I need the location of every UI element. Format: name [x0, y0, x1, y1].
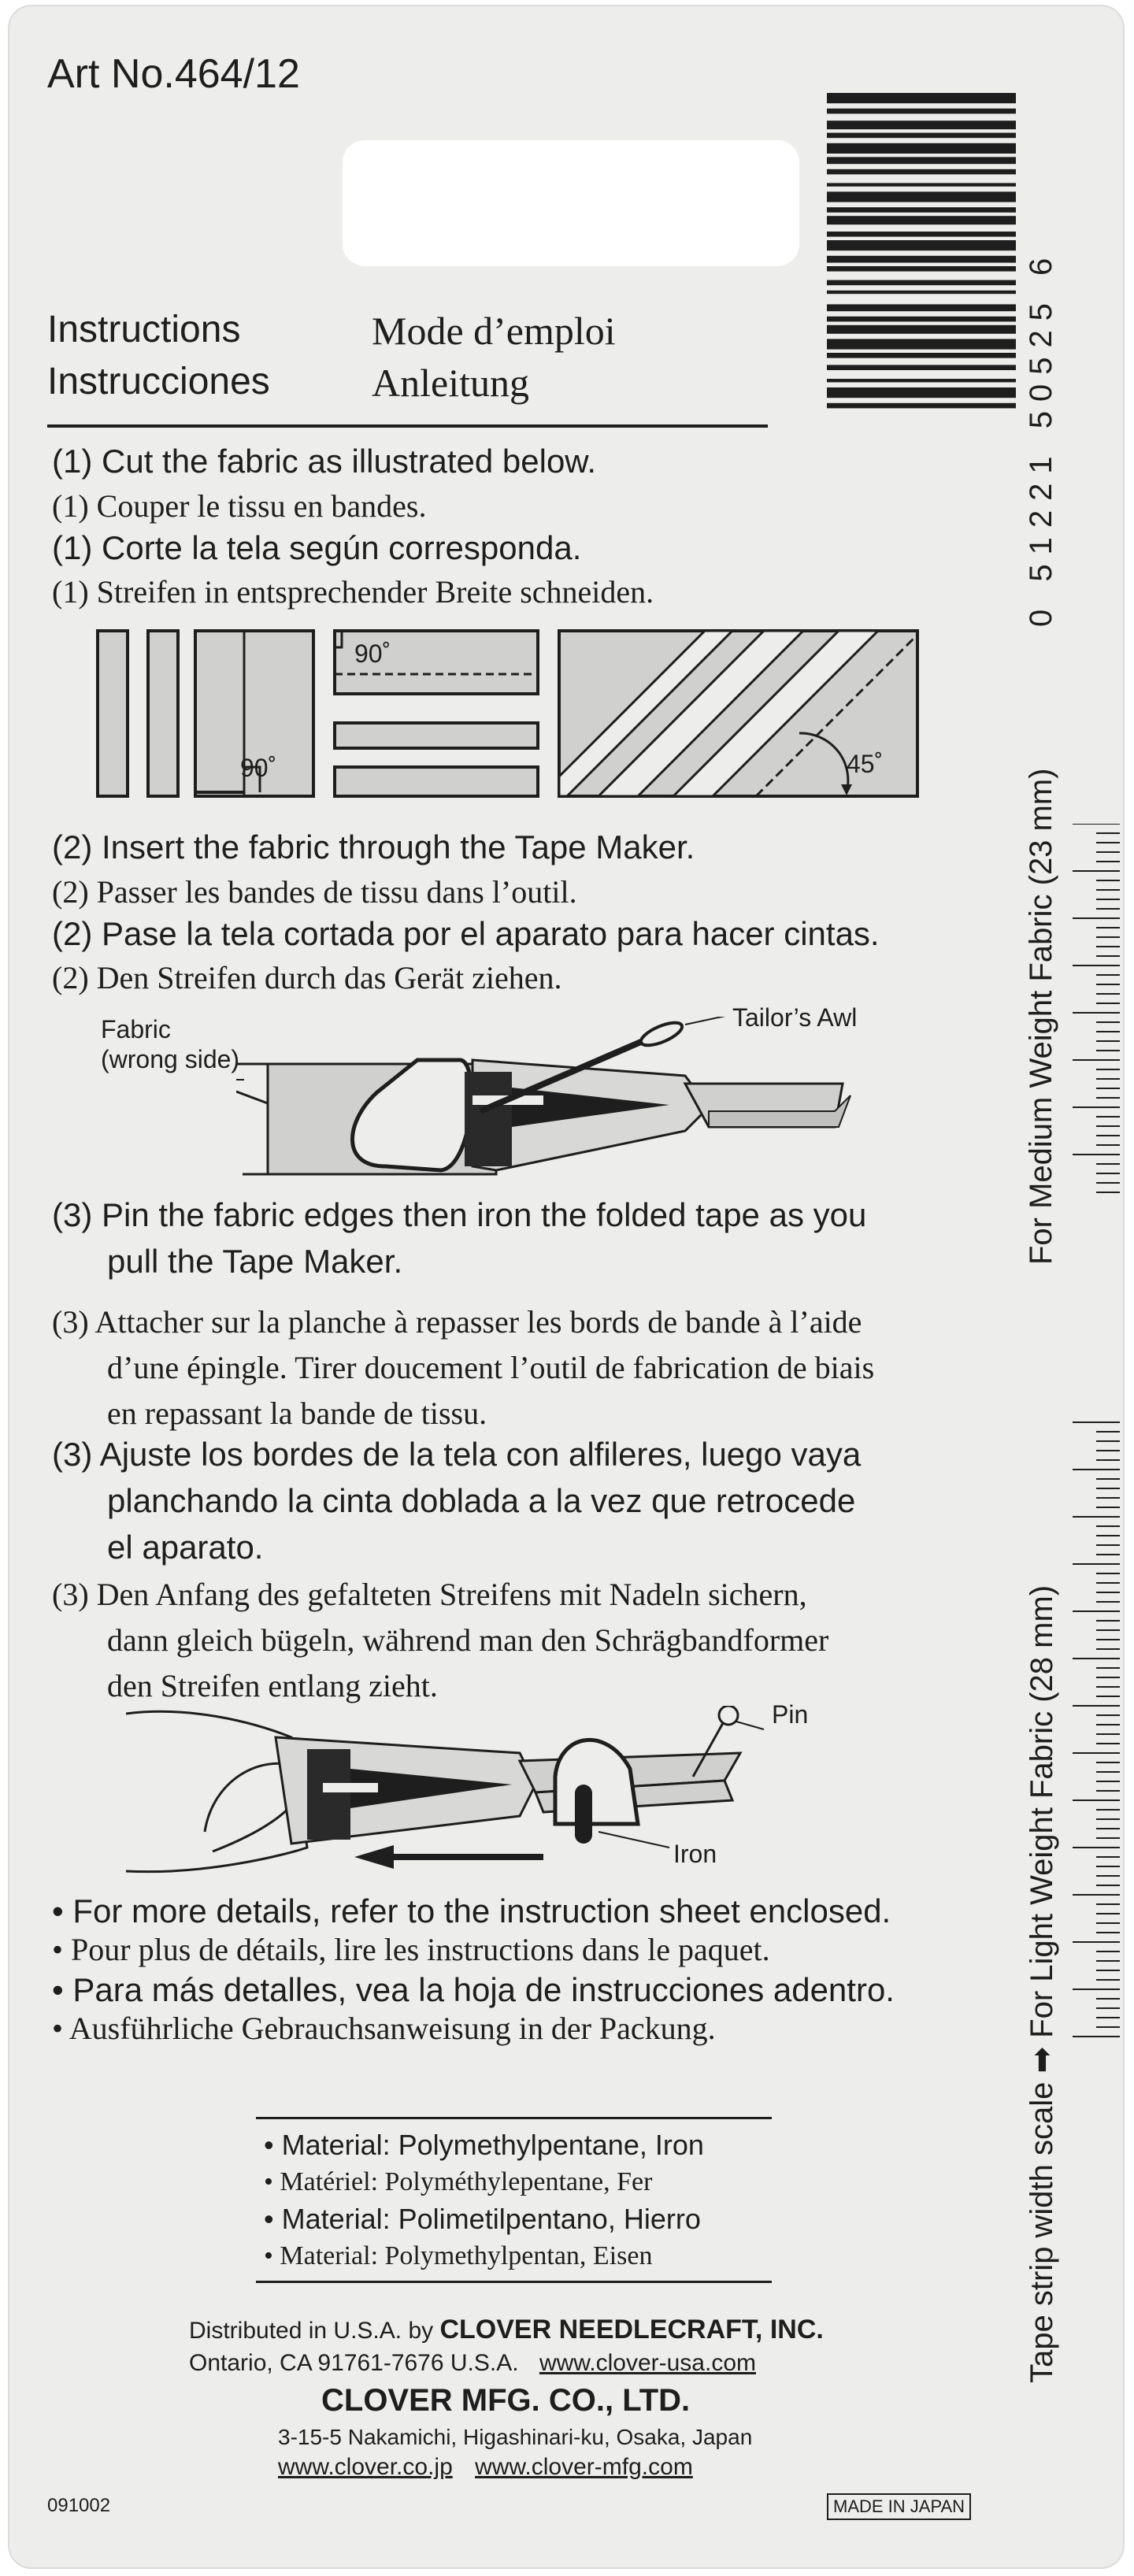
iron-label: Iron [673, 1840, 717, 1868]
details-fr: • Pour plus de détails, lire les instructions dans le paquet. [52, 1932, 770, 1967]
pull-direction-arrow [354, 1845, 543, 1869]
step2-fr: (2) Passer les bandes de tissu dans l’outil. [52, 874, 577, 910]
angle-90-bottom: 90˚ [240, 754, 277, 782]
company-jp: CLOVER MFG. CO., LTD. [321, 2383, 691, 2418]
title-fr: Mode d’emploi [372, 309, 616, 353]
material-list [264, 2131, 704, 2270]
cutting-diagram [94, 627, 921, 804]
url-us-link[interactable]: www.clover-usa.com [539, 2350, 757, 2376]
step3-de: (3) Den Anfang des gefalteten Streifens mit Nadeln sichern, dann gleich bügeln, während man den Schrägbandformer den Streifen entlang zieht. [52, 1577, 829, 1703]
url-jp-line [278, 2454, 693, 2481]
details-es: • Para más detalles, vea la hoja de instrucciones adentro. [52, 1971, 895, 2008]
title-es: Instrucciones [47, 361, 270, 402]
step2-de: (2) Den Streifen durch das Gerät ziehen. [52, 960, 562, 995]
distributor-line: Distributed in U.S.A. by CLOVER NEEDLECRAFT, INC. [189, 2315, 824, 2344]
ruler-light-label: Tape strip width scale ➡ For Light Weight Fabric (28 mm) [1025, 1585, 1059, 2383]
material-de: • Material: Polymethylpentan, Eisen [264, 2241, 653, 2270]
step1-de: (1) Streifen in entsprechender Breite schneiden. [52, 574, 654, 610]
title-divider [47, 424, 768, 428]
package-card [8, 5, 1125, 2569]
insert-fabric-illustration [236, 1017, 866, 1186]
title-de: Anleitung [372, 361, 529, 405]
barcode [827, 93, 1055, 573]
art-number: Art No.464/12 [47, 51, 300, 97]
angle-45: 45˚ [847, 750, 884, 778]
product-code: 091002 [47, 2495, 111, 2516]
made-in-japan-badge: MADE IN JAPAN [827, 2493, 971, 2520]
material-bottom-rule [256, 2281, 772, 2283]
details-de: • Ausführliche Gebrauchsanweisung in der Packung. [52, 2011, 716, 2046]
step2-es: (2) Pase la tela cortada por el aparato para hacer cintas. [52, 915, 880, 952]
step1-fr: (1) Couper le tissu en bandes. [52, 488, 427, 524]
details-list [52, 1892, 895, 2046]
material-fr: • Matériel: Polyméthylepentane, Fer [264, 2167, 653, 2196]
material-top-rule [256, 2117, 772, 2119]
url-jp2-link[interactable]: www.clover-mfg.com [475, 2454, 693, 2480]
details-en: • For more details, refer to the instruction sheet enclosed. [52, 1892, 891, 1929]
title-en: Instructions [47, 309, 241, 350]
company-us: CLOVER NEEDLECRAFT, INC. [439, 2315, 824, 2344]
step3-es: (3) Ajuste los bordes de la tela con alfileres, luego vaya planchando la cinta doblada a la vez que retrocede el aparato. [52, 1436, 862, 1566]
material-en: • Material: Polymethylpentane, Iron [264, 2129, 704, 2161]
barcode-number: 0 51221 50525 6 [1024, 248, 1058, 627]
angle-90-top: 90˚ [354, 639, 391, 668]
tailors-awl-label: Tailor’s Awl [732, 1003, 858, 1032]
fabric-label: Fabric (wrong side) [101, 1015, 240, 1074]
material-es: • Material: Polimetilpentano, Hierro [264, 2203, 701, 2235]
pin-label: Pin [772, 1700, 809, 1729]
step3-en: (3) Pin the fabric edges then iron the folded tape as you pull the Tape Maker. [52, 1196, 867, 1280]
url-jp1-link[interactable]: www.clover.co.jp [278, 2454, 453, 2480]
step2-en: (2) Insert the fabric through the Tape Maker. [52, 828, 695, 865]
ruler-medium-label: For Medium Weight Fabric (23 mm) [1024, 768, 1058, 1265]
step1-es: (1) Corte la tela según corresponda. [52, 529, 582, 566]
address-us-line: Ontario, CA 91761-7676 U.S.A. www.clover-usa.com [189, 2350, 757, 2376]
step1-en: (1) Cut the fabric as illustrated below. [52, 443, 596, 480]
address-jp: 3-15-5 Nakamichi, Higashinari-ku, Osaka, Japan [278, 2425, 753, 2449]
step3-fr: (3) Attacher sur la planche à repasser les bords de bande à l’aide d’une épingle. Tirer doucement l’outil de fabrication de biais en repassant la bande de tissu. [52, 1304, 875, 1431]
